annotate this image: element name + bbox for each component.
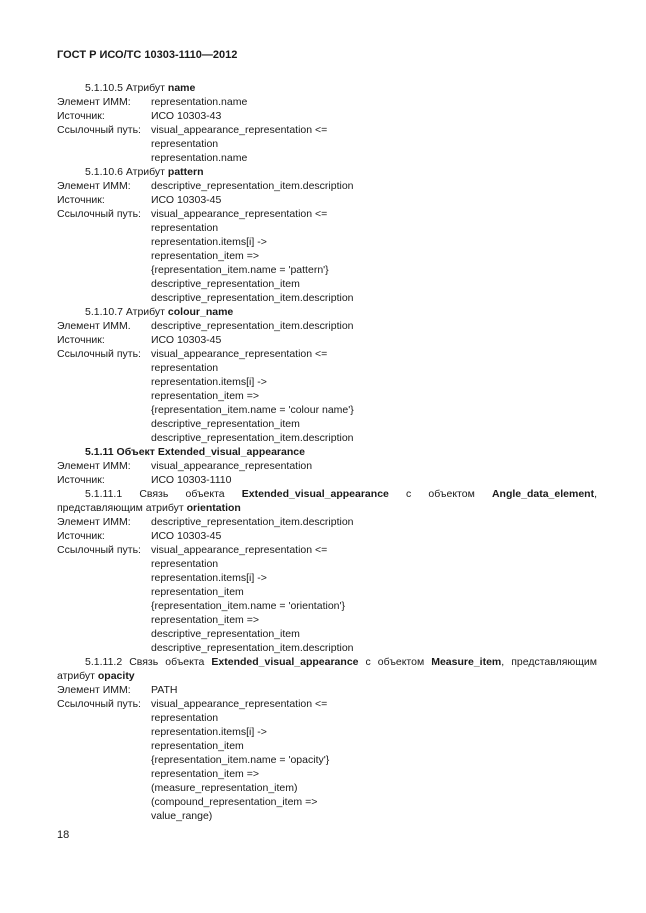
path-line: representation_item => [151, 390, 259, 402]
path-line: representation_item [151, 740, 244, 752]
path-line: descriptive_representation_item.description [151, 642, 354, 654]
source-row: Источник: ИСО 10303-1110 [57, 474, 232, 486]
path-line: {representation_item.name = 'opacity'} [151, 754, 330, 766]
path-line: representation.name [151, 152, 248, 164]
path-line: {representation_item.name = 'pattern'} [151, 264, 329, 276]
path-line: descriptive_representation_item [151, 418, 300, 430]
path-line: representation.items[i] -> [151, 236, 267, 248]
path-line: descriptive_representation_item.description [151, 292, 354, 304]
reference-path-row: Ссылочный путь: visual_appearance_representation <= [57, 544, 328, 556]
path-line: (compound_representation_item => [151, 796, 318, 808]
path-line: representation [151, 222, 219, 234]
reference-path-row: Ссылочный путь: visual_appearance_representation <= [57, 124, 328, 136]
path-line: representation.items[i] -> [151, 376, 267, 388]
path-line: representation.items[i] -> [151, 572, 267, 584]
section-heading-5-1-10-6: 5.1.10.6 Атрибут pattern [85, 166, 204, 178]
path-line: representation.items[i] -> [151, 726, 267, 738]
imm-element-row: Элемент ИММ: descriptive_representation_item.description [57, 516, 354, 528]
path-line: representation_item => [151, 614, 259, 626]
path-line: value_range) [151, 810, 213, 822]
source-row: Источник: ИСО 10303-45 [57, 334, 222, 346]
path-line: representation [151, 362, 219, 374]
reference-path-row: Ссылочный путь: visual_appearance_representation <= [57, 208, 328, 220]
page-number: 18 [57, 829, 70, 841]
reference-path-row: Ссылочный путь: visual_appearance_representation <= [57, 698, 328, 710]
path-line: descriptive_representation_item.description [151, 432, 354, 444]
section-heading-5-1-11: 5.1.11 Объект Extended_visual_appearance [85, 446, 305, 458]
path-line: descriptive_representation_item [151, 278, 300, 290]
source-row: Источник: ИСО 10303-45 [57, 530, 222, 542]
path-line: {representation_item.name = 'colour name'} [151, 404, 354, 416]
section-heading-5-1-11-1: 5.1.11.1 Связь объекта Extended_visual_appearance с объектом Angle_data_element, представляющим атрибут orientation [57, 488, 597, 514]
path-line: representation [151, 558, 219, 570]
path-line: representation_item => [151, 768, 259, 780]
path-line: representation [151, 138, 219, 150]
reference-path-row: Ссылочный путь: visual_appearance_representation <= [57, 348, 328, 360]
path-line: representation [151, 712, 219, 724]
path-line: descriptive_representation_item [151, 628, 300, 640]
path-line: representation_item => [151, 250, 259, 262]
imm-element-row: Элемент ИММ: PATH [57, 684, 178, 696]
imm-element-row: Элемент ИММ: representation.name [57, 96, 248, 108]
imm-element-row: Элемент ИММ: descriptive_representation_item.description [57, 180, 354, 192]
source-row: Источник: ИСО 10303-43 [57, 110, 222, 122]
path-line: (measure_representation_item) [151, 782, 298, 794]
section-heading-5-1-11-2: 5.1.11.2 Связь объекта Extended_visual_appearance с объектом Measure_item, представляющим атрибут opacity [57, 656, 598, 682]
page-header: ГОСТ Р ИСО/ТС 10303-1110—2012 [57, 49, 238, 61]
imm-element-row: Элемент ИММ: visual_appearance_representation [57, 460, 313, 472]
source-row: Источник: ИСО 10303-45 [57, 194, 222, 206]
document-body [57, 81, 597, 823]
imm-element-row: Элемент ИММ. descriptive_representation_item.description [57, 320, 354, 332]
path-line: representation_item [151, 586, 244, 598]
section-heading-5-1-10-7: 5.1.10.7 Атрибут colour_name [85, 306, 234, 318]
section-heading-5-1-10-5: 5.1.10.5 Атрибут name [85, 82, 196, 94]
path-line: {representation_item.name = 'orientation'} [151, 600, 346, 612]
